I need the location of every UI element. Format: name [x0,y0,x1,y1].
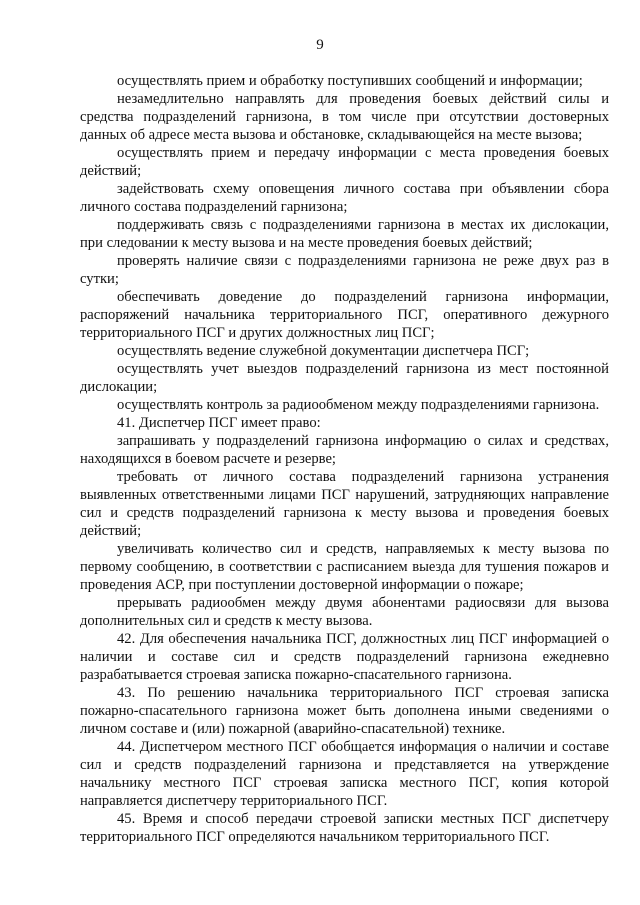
paragraph: осуществлять прием и обработку поступивших сообщений и информации; [117,73,583,89]
paragraph: поддерживать связь с подразделениями гарнизона в местах их дислокации, при следовании к месту вызова и на месте проведения боевых действий; [80,217,609,251]
paragraph: проверять наличие связи с подразделениями гарнизона не реже двух раз в сутки; [80,253,609,287]
section-44: 44. Диспетчером местного ПСГ обобщается информация о наличии и составе сил и средств подразделений гарнизона и представляется на утверждение начальнику местного ПСГ строевая записка местного ПСГ, копия которой направляется диспетчеру территориального ПСГ. [80,739,609,809]
paragraph: требовать от личного состава подразделений гарнизона устранения выявленных ответственными лицами ПСГ нарушений, затрудняющих направление сил и средств подразделений гарнизона к месту вызова и проведения боевых действий; [80,469,609,539]
paragraph: осуществлять прием и передачу информации с места проведения боевых действий; [80,145,609,179]
paragraph: осуществлять ведение служебной документации диспетчера ПСГ; [117,343,530,359]
document-body [80,72,609,846]
section-41-heading: 41. Диспетчер ПСГ имеет право: [117,415,321,431]
paragraph: незамедлительно направлять для проведения боевых действий силы и средства подразделений гарнизона, в том числе при отсутствии достоверных данных об адресе места вызова и обстановке, складывающейся на месте вызова; [80,91,609,143]
page-number: 9 [316,37,324,53]
paragraph: прерывать радиообмен между двумя абонентами радиосвязи для вызова дополнительных сил и средств к месту вызова. [80,595,609,629]
section-42: 42. Для обеспечения начальника ПСГ, должностных лиц ПСГ информацией о наличии и составе сил и средств подразделений гарнизона ежедневно разрабатывается строевая записка пожарно-спасательного гарнизона. [80,631,609,683]
paragraph: увеличивать количество сил и средств, направляемых к месту вызова по первому сообщению, в соответствии с расписанием выезда для тушения пожаров и проведения АСР, при поступлении достоверной информации о пожаре; [80,541,609,593]
paragraph: запрашивать у подразделений гарнизона информацию о силах и средствах, находящихся в боевом расчете и резерве; [80,433,609,467]
paragraph: осуществлять учет выездов подразделений гарнизона из мест постоянной дислокации; [80,361,609,395]
section-45: 45. Время и способ передачи строевой записки местных ПСГ диспетчеру территориального ПСГ определяются начальником территориального ПСГ. [80,811,609,845]
paragraph: обеспечивать доведение до подразделений гарнизона информации, распоряжений начальника территориального ПСГ, оперативного дежурного территориального ПСГ и других должностных лиц ПСГ; [80,289,609,341]
paragraph: задействовать схему оповещения личного состава при объявлении сбора личного состава подразделений гарнизона; [80,181,609,215]
paragraph: осуществлять контроль за радиообменом между подразделениями гарнизона. [117,397,600,413]
section-43: 43. По решению начальника территориального ПСГ строевая записка пожарно-спасательного гарнизона может быть дополнена иными сведениями о личном составе и (или) пожарной (аварийно-спасательной) технике. [80,685,609,737]
